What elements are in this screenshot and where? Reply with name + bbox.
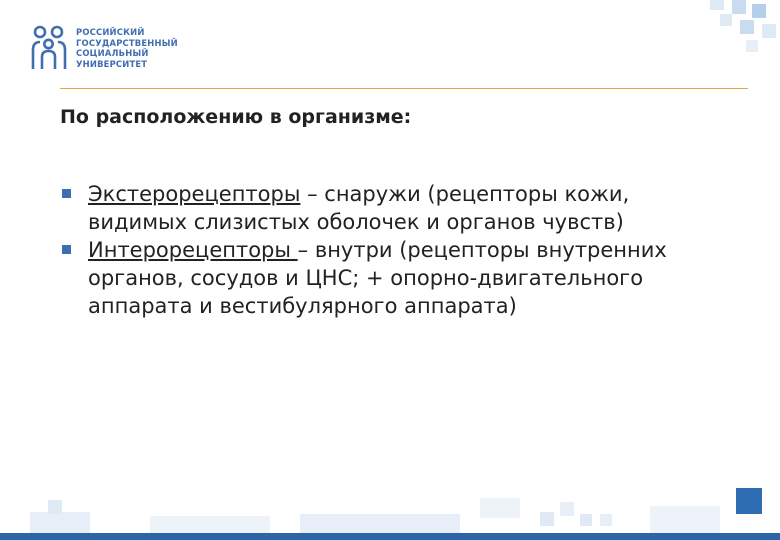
item-description: – внутри (рецепторы внутренних органов, сосудов и ЦНС; + опорно-двигательного аппарата и вестибулярного аппарата) [88,238,667,318]
people-logo-icon [30,24,68,70]
square-bullet-icon [62,245,71,254]
term-exteroceptors: Экстерорецепторы [88,182,301,206]
logo-wordmark [76,27,178,69]
logo-line: ГОСУДАРСТВЕННЫЙ [76,37,178,48]
logo-line: РОССИЙСКИЙ [76,27,145,37]
logo-line: УНИВЕРСИТЕТ [76,58,148,69]
logo-line: СОЦИАЛЬНЫЙ [76,48,149,59]
decorative-pixel-pattern-top [700,0,780,60]
bottom-brand-bar [0,533,780,540]
square-bullet-icon [62,189,71,198]
header-divider [60,88,748,89]
slide-title: По расположению в организме: [60,106,412,128]
list-item [62,236,722,320]
list-item [62,180,722,236]
university-logo [30,24,190,74]
term-interoceptors: Интерорецепторы [88,238,298,262]
item-description: – снаружи (рецепторы кожи, видимых слизистых оболочек и органов чувств) [88,182,630,234]
corner-accent-square [736,488,762,514]
bullet-list [62,180,722,320]
